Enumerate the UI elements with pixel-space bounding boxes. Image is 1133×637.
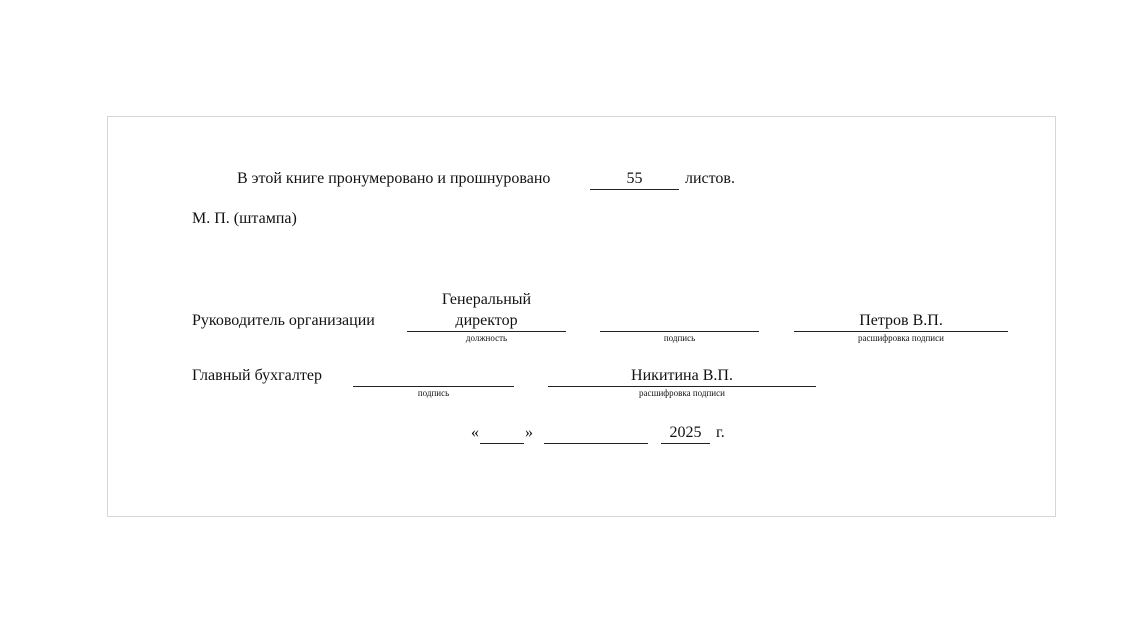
- director-position-caption: должность: [465, 333, 508, 343]
- date-open-quote: «: [471, 424, 479, 441]
- date-close-quote: »: [525, 424, 533, 441]
- intro-text: В этой книге пронумеровано и прошнуровано: [237, 170, 551, 187]
- director-position-line2: директор: [455, 312, 518, 329]
- director-signature-line: [600, 331, 759, 332]
- director-name-caption: расшифровка подписи: [858, 333, 944, 343]
- director-signature-caption: подпись: [663, 333, 696, 343]
- accountant-label: Главный бухгалтер: [192, 367, 322, 384]
- accountant-signature-caption: подпись: [417, 388, 450, 398]
- intro-suffix: листов.: [685, 170, 735, 187]
- date-year: 2025: [669, 424, 702, 441]
- director-position-line1: Генеральный: [441, 291, 532, 308]
- date-year-line: [661, 443, 710, 444]
- director-label: Руководитель организации: [192, 312, 375, 329]
- date-day-line: [480, 443, 524, 444]
- date-month-line: [544, 443, 648, 444]
- date-year-suffix: г.: [716, 424, 725, 441]
- pages-count-line: [590, 189, 679, 190]
- director-name: Петров В.П.: [859, 312, 943, 329]
- document-sheet: [107, 116, 1056, 517]
- director-position-line: [407, 331, 566, 332]
- pages-count: 55: [626, 170, 643, 187]
- accountant-signature-line: [353, 386, 514, 387]
- accountant-name: Никитина В.П.: [631, 367, 733, 384]
- accountant-name-line: [548, 386, 816, 387]
- director-name-line: [794, 331, 1008, 332]
- stamp-label: М. П. (штампа): [192, 210, 297, 227]
- accountant-name-caption: расшифровка подписи: [639, 388, 725, 398]
